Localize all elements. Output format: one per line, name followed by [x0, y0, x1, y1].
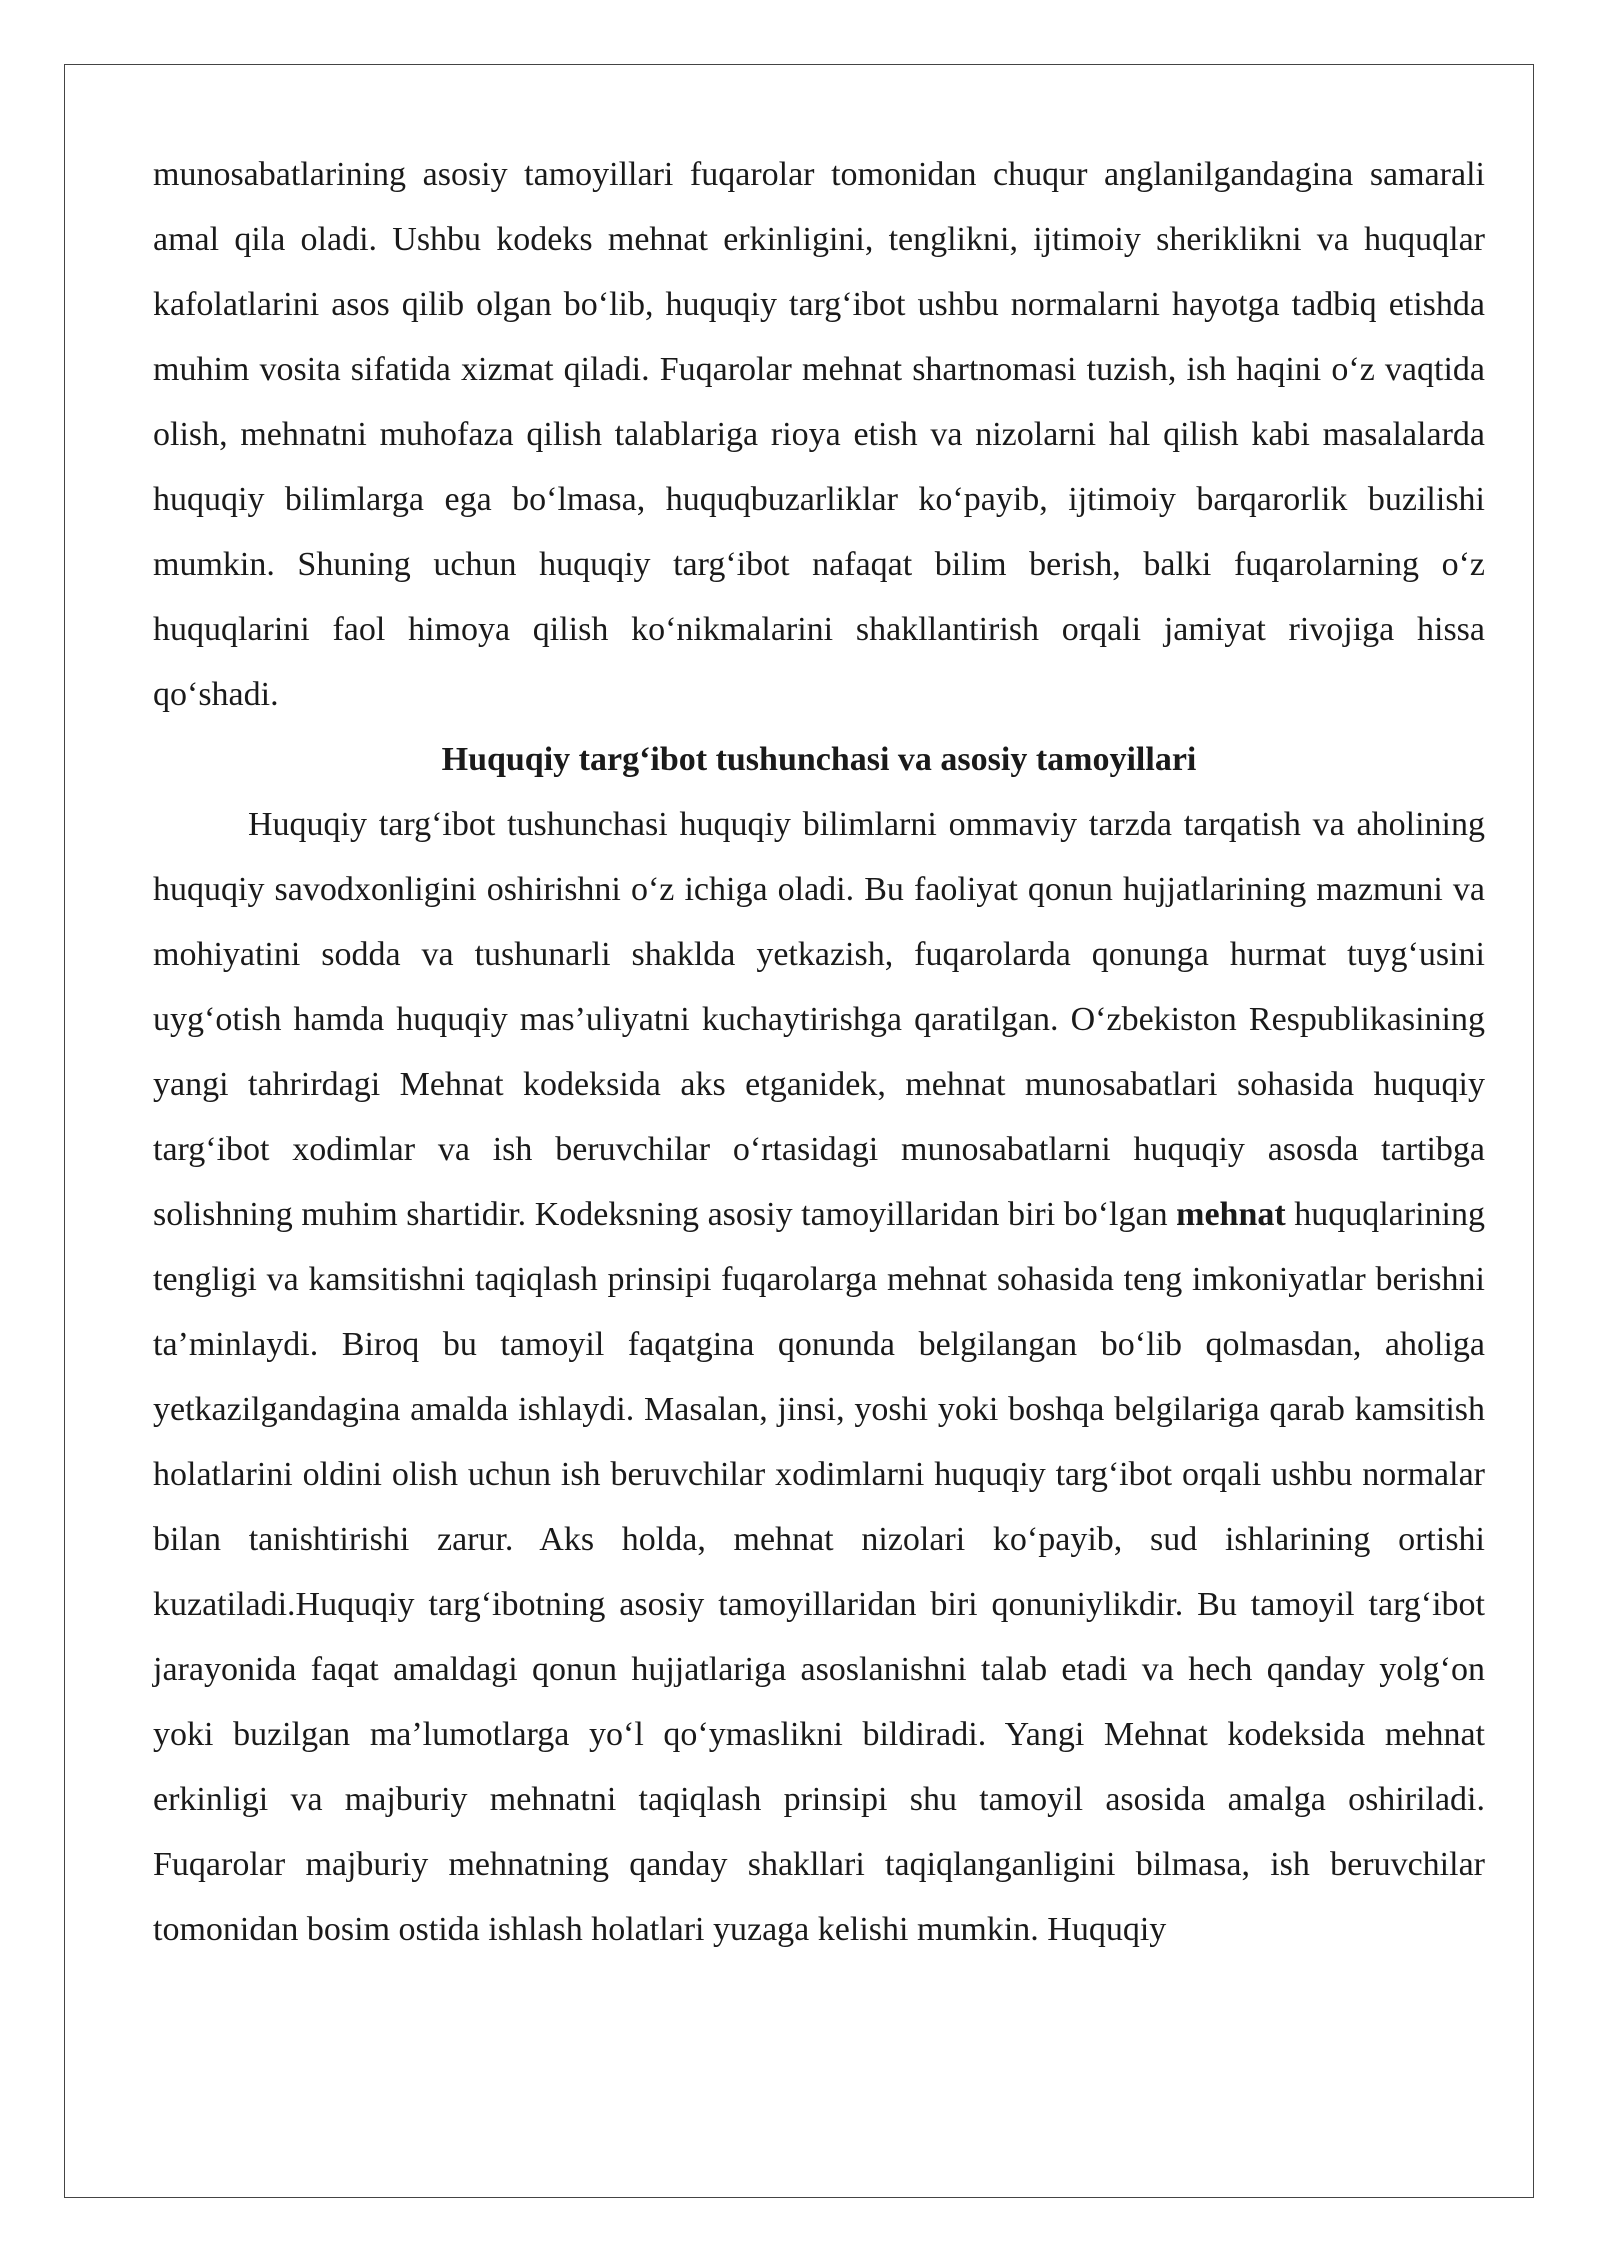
bold-term: mehnat — [1176, 1196, 1286, 1233]
section-heading: Huquqiy targ‘ibot tushunchasi va asosiy tamoyillari — [441, 741, 1197, 778]
intro-paragraph: munosabatlarining asosiy tamoyillari fuqarolar tomonidan chuqur anglanilgandagina samarali amal qila oladi. Ushbu kodeks mehnat erkinligini, tenglikni, ijtimoiy sheriklikni va huquqlar kafolatlarini asos qilib olgan bo‘lib, huquqiy targ‘ibot ushbu normalarni hayotga tadbiq etishda muhim vosita sifatida xizmat qiladi. Fuqarolar mehnat shartnomasi tuzish, ish haqini o‘z vaqtida olish, mehnatni muhofaza qilish talablariga rioya etish va nizolarni hal qilish kabi masalalarda huquqiy bilimlarga ega bo‘lmasa, huquqbuzarliklar ko‘payib, ijtimoiy barqarorlik buzilishi mumkin. Shuning uchun huquqiy targ‘ibot nafaqat bilim berish, balki fuqarolarning o‘z huquqlarini faol himoya qilish ko‘nikmalarini shakllantirish orqali jamiyat rivojiga hissa qo‘shadi. — [153, 156, 1485, 713]
body-paragraph — [153, 792, 1485, 1962]
page-body — [153, 142, 1485, 1962]
body-text-part-1: Huquqiy targ‘ibot tushunchasi huquqiy bilimlarni ommaviy tarzda tarqatish va aholining huquqiy savodxonligini oshirishni o‘z ichiga oladi. Bu faoliyat qonun hujjatlarining mazmuni va mohiyatini sodda va tushunarli shaklda yetkazish, fuqarolarda qonunga hurmat tuyg‘usini uyg‘otish hamda huquqiy mas’uliyatni kuchaytirishga qaratilgan. O‘zbekiston Respublikasining yangi tahrirdagi Mehnat kodeksida aks etganidek, mehnat munosabatlari sohasida huquqiy targ‘ibot xodimlar va ish beruvchilar o‘rtasidagi munosabatlarni huquqiy asosda tartibga solishning muhim shartidir. Kodeksning asosiy tamoyillaridan biri bo‘lgan — [153, 806, 1485, 1233]
body-text-part-2: huquqlarining tengligi va kamsitishni taqiqlash prinsipi fuqarolarga mehnat sohasida teng imkoniyatlar berishni ta’minlaydi. Biroq bu tamoyil faqatgina qonunda belgilangan bo‘lib qolmasdan, aholiga yetkazilgandagina amalda ishlaydi. Masalan, jinsi, yoshi yoki boshqa belgilariga qarab kamsitish holatlarini oldini olish uchun ish beruvchilar xodimlarni huquqiy targ‘ibot orqali ushbu normalar bilan tanishtirishi zarur. Aks holda, mehnat nizolari ko‘payib, sud ishlarining ortishi kuzatiladi.Huquqiy targ‘ibotning asosiy tamoyillaridan biri qonuniylikdir. Bu tamoyil targ‘ibot jarayonida faqat amaldagi qonun hujjatlariga asoslanishni talab etadi va hech qanday yolg‘on yoki buzilgan ma’lumotlarga yo‘l qo‘ymaslikni bildiradi. Yangi Mehnat kodeksida mehnat erkinligi va majburiy mehnatni taqiqlash prinsipi shu tamoyil asosida amalga oshiriladi. Fuqarolar majburiy mehnatning qanday shakllari taqiqlanganligini bilmasa, ish beruvchilar tomonidan bosim ostida ishlash holatlari yuzaga kelishi mumkin. Huquqiy — [153, 1196, 1485, 1948]
